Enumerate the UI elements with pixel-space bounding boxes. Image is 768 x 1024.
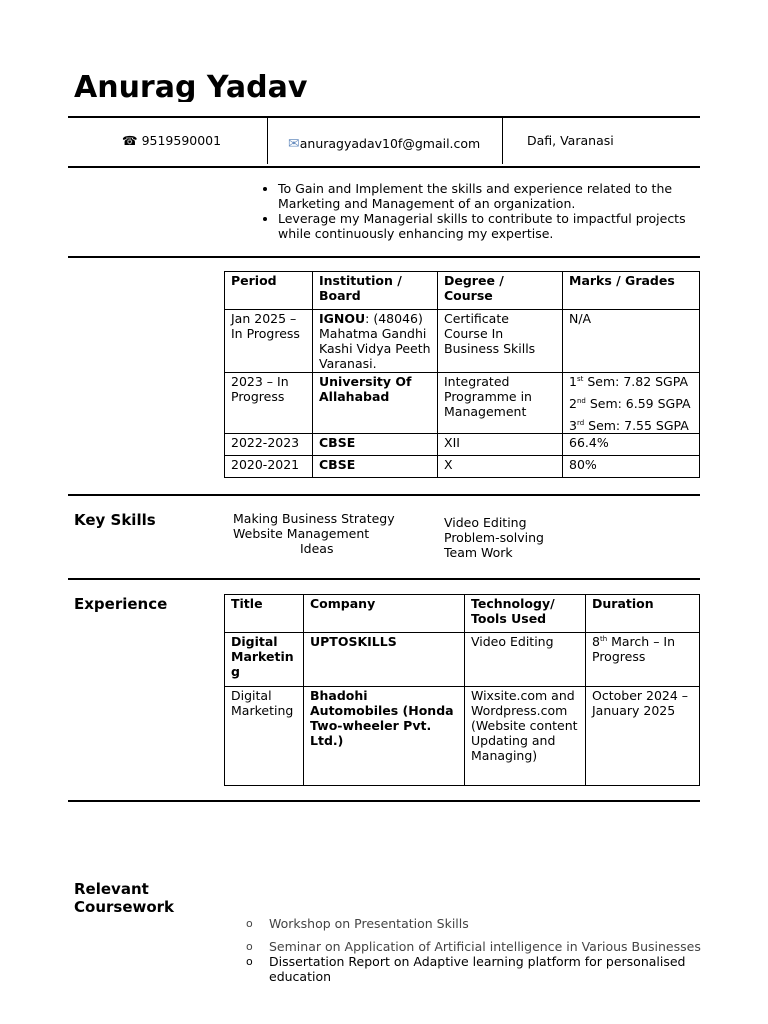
skill-item: Making Business Strategy — [233, 511, 395, 526]
column-header: Technology/ Tools Used — [465, 595, 586, 633]
candidate-name: Anurag Yadav — [74, 70, 308, 102]
skill-item: Ideas — [300, 541, 334, 556]
phone-number: 9519590001 — [141, 133, 222, 148]
email-icon: ✉ — [288, 136, 300, 152]
table-cell: 2023 – In Progress — [225, 373, 313, 434]
table-cell: Digital Marketing — [225, 687, 304, 786]
column-header: Degree / Course — [438, 272, 563, 310]
semester-grade: 2nd Sem: 6.59 SGPA — [569, 396, 691, 411]
table-cell: 66.4% — [563, 434, 700, 456]
table-cell: CBSE — [313, 434, 438, 456]
column-header: Marks / Grades — [563, 272, 700, 310]
table-row — [225, 373, 700, 434]
phone-icon: ☎ — [122, 133, 138, 148]
table-row — [225, 434, 700, 456]
divider — [68, 800, 700, 802]
column-header: Company — [304, 595, 465, 633]
table-cell: 8th March – In Progress — [586, 633, 700, 687]
table-cell: Integrated Programme in Management — [438, 373, 563, 434]
coursework-list — [246, 916, 706, 992]
table-cell: XII — [438, 434, 563, 456]
divider — [502, 118, 503, 164]
section-title: Key Skills — [74, 511, 156, 529]
table-cell: Digital Marketin g — [225, 633, 304, 687]
table-cell: 80% — [563, 456, 700, 478]
table-cell: Jan 2025 – In Progress — [225, 310, 313, 373]
objective-list — [254, 181, 718, 241]
location: Dafi, Varanasi — [527, 133, 614, 148]
divider — [68, 166, 700, 168]
list-item: • To Gain and Implement the skills and experience related to the Marketing and Management of an organization. — [278, 181, 718, 211]
table-row — [225, 456, 700, 478]
table-cell: Wixsite.com and Wordpress.com (Website content Updating and Managing) — [465, 687, 586, 786]
table-cell: Video Editing — [465, 633, 586, 687]
divider — [68, 494, 700, 496]
list-item: o Workshop on Presentation Skills — [246, 916, 469, 931]
section-title: Experience — [74, 595, 168, 613]
skill-item: Team Work — [444, 545, 513, 560]
skill-item: Website Management — [233, 526, 370, 541]
table-cell: October 2024 – January 2025 — [586, 687, 700, 786]
table-cell: UPTOSKILLS — [304, 633, 465, 687]
divider — [68, 578, 700, 580]
table-header-row — [225, 595, 700, 633]
email-contact — [288, 136, 480, 152]
divider — [68, 116, 700, 118]
skill-item: Problem-solving — [444, 530, 544, 545]
table-cell — [563, 373, 700, 434]
semester-grade: 1st Sem: 7.82 SGPA — [569, 374, 689, 389]
table-header-row — [225, 272, 700, 310]
column-header: Title — [225, 595, 304, 633]
column-header: Period — [225, 272, 313, 310]
list-item: o Seminar on Application of Artificial intelligence in Various Businesses — [246, 939, 701, 954]
semester-grade: 3rd Sem: 7.55 SGPA — [569, 418, 689, 433]
education-table — [224, 271, 700, 478]
table-cell: CBSE — [313, 456, 438, 478]
email-address: anuragyadav10f@gmail.com — [299, 136, 481, 151]
divider — [267, 118, 268, 164]
table-cell: Bhadohi Automobiles (Honda Two-wheeler Pvt. Ltd.) — [304, 687, 465, 786]
table-row — [225, 633, 700, 687]
table-row — [225, 310, 700, 373]
experience-table — [224, 594, 700, 786]
list-item: • Leverage my Managerial skills to contribute to impactful projects while continuously enhancing my expertise. — [278, 211, 718, 241]
table-cell: University Of Allahabad — [313, 373, 438, 434]
table-cell: Certificate Course In Business Skills — [438, 310, 563, 373]
table-cell: IGNOU: (48046) Mahatma Gandhi Kashi Vidya Peeth Varanasi. — [313, 310, 438, 373]
divider — [68, 256, 700, 258]
skill-item: Video Editing — [444, 515, 527, 530]
column-header: Duration — [586, 595, 700, 633]
column-header: Institution / Board — [313, 272, 438, 310]
phone-contact — [122, 133, 221, 148]
table-row — [225, 687, 700, 786]
list-item: o Dissertation Report on Adaptive learning platform for personalised education — [246, 954, 686, 984]
table-cell: X — [438, 456, 563, 478]
table-cell: 2020-2021 — [225, 456, 313, 478]
table-cell: N/A — [563, 310, 700, 373]
section-title: Relevant Coursework — [74, 880, 175, 916]
table-cell: 2022-2023 — [225, 434, 313, 456]
